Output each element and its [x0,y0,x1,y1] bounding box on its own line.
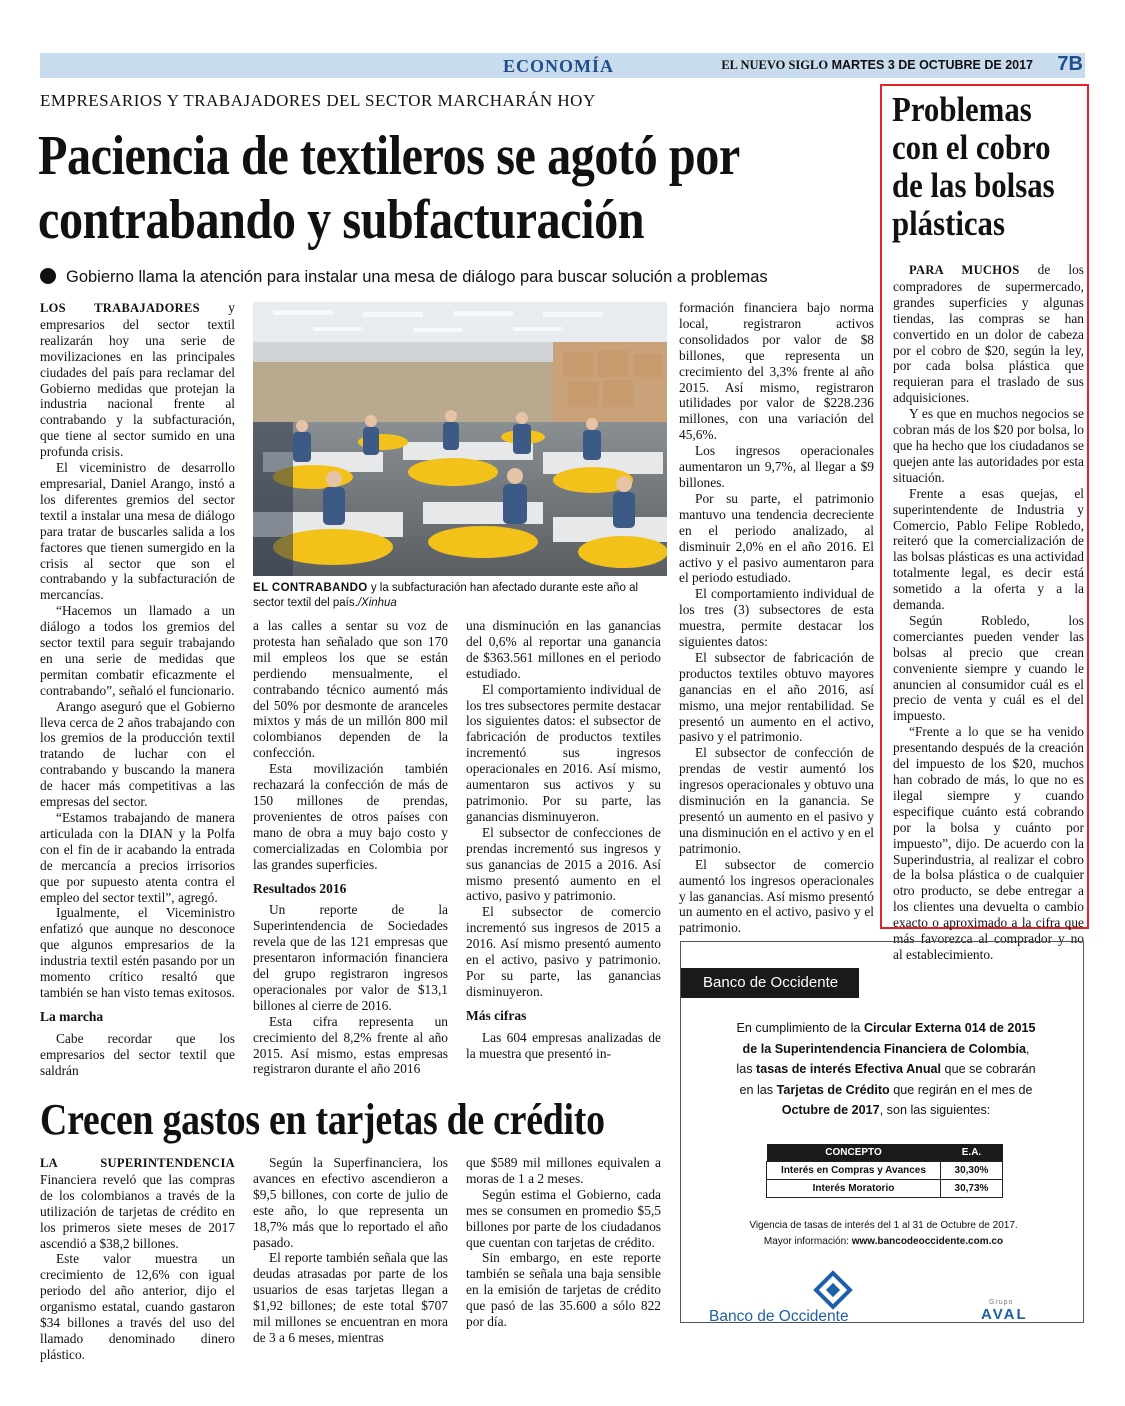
paragraph: Según la Superfinanciera, los avances en efectivo ascendieron a $9,5 billones, con corte de julio de este año, lo que representa un 18,7% más que lo reportado el año pasado. [253,1155,448,1250]
paragraph: LOS TRABAJADORES y empresarios del sector textil realizarán hoy una serie de movilizaciones en las principales ciudades del país para reclamar del Gobierno medidas que protejan la industria nacional frente al contrabando y la subfacturación, que tiene al sector sumido en una profunda crisis. [40,300,235,460]
article-subhead [40,268,768,287]
photo-caption: EL CONTRABANDO y la subfacturación han afectado durante este año al sector textil del país./Xinhua [253,582,639,609]
article-kicker: EMPRESARIOS Y TRABAJADORES DEL SECTOR MARCHARÁN HOY [40,91,596,110]
paragraph: Arango aseguró que el Gobierno lleva cerca de 2 años trabajando con los gremios de la producción textil tratando de luchar con el contrabando y buscando la manera de hacer más competitivas a las empresas del sector. [40,698,235,810]
paragraph: El comportamiento individual de los tres subsectores permite destacar los siguientes datos: el subsector de fabricación de productos textiles incrementó sus ingresos operacionales en 2016. Así mismo, aumentaron sus activos y su patrimonio. Por su parte, las ganancias disminuyeron. [466,681,661,824]
lead-in: PARA MUCHOS [909,263,1020,277]
paragraph: Sin embargo, en este reporte también se señala una baja sensible en la emisión de tarjetas de crédito que pasó de las 35.600 a sólo 822 por día. [466,1250,661,1330]
paragraph: LA SUPERINTENDENCIA Financiera reveló que las compras de los colombianos a través de la utilización de tarjetas de crédito en los primeros siete meses de 2017 ascendió a $38,2 billones. [40,1156,235,1251]
textile-workshop-image [253,302,667,576]
paragraph: que $589 mil millones equivalen a moras de 1 a 2 meses. [466,1155,661,1186]
ad-notice-text: En cumplimiento de la Circular Externa 014 de 2015 de la Superintendencia Financiera de Colombia, las tasas de interés Efectiva Anual que se cobrarán en las Tarjetas de Crédito que regirán en el mes de Octubre de 2017, son las siguientes: [736,1021,1036,1117]
paragraph: a las calles a sentar su voz de protesta han señalado que son 170 mil empleos los que se están perdiendo mensualmente, el contrabando técnico aumentó más del 50% por desmonte de aranceles mixtos y más de un millón 800 mil colombianos dependen de la confección. [253,618,448,761]
paragraph: Según Robledo, los comerciantes pueden vender las bolsas al precio que crean conveniente siempre y cuando le anuncien al consumidor cuál es el precio de venta y cuál es el del impuesto. [893,612,1084,724]
article-column-4 [679,300,874,936]
table-header-ea: E.A. [941,1144,1003,1162]
second-column-3 [466,1155,661,1330]
section-header-bar [40,53,1085,78]
page-number: 7B [1057,53,1083,75]
paragraph: Esta cifra representa un crecimiento del 8,2% frente al año 2015. Así mismo, estas empresas registraron durante el año 2016 [253,1013,448,1077]
paragraph: El subsector de comercio aumentó los ingresos operacionales y las ganancias. Así mismo presentó un aumento en el activo, pasivo y el patrimonio. [679,856,874,936]
paragraph: El subsector de comercio incrementó sus ingresos de 2015 a 2016. Así mismo presentó aumento en el activo, pasivo y patrimonio. Por su parte, las ganancias disminuyeron. [466,904,661,999]
subheading-la-marcha: La marcha [40,1008,104,1024]
paragraph: El comportamiento individual de los tres (3) subsectores de esta muestra, permite destacar los siguientes datos: [679,586,874,650]
paragraph: Esta movilización también rechazará la confección de más de 150 millones de prendas, provenientes de otros países con mano de obra a muy bajo costo y comercializadas en Colombia por las grandes superficies. [253,761,448,872]
paragraph: El subsector de confecciones de prendas incrementó sus ingresos y sus ganancias de 2015 a 2016. Así mismo presentó aumento en el activo, pasivo y patrimonio. [466,824,661,904]
paper-name: EL NUEVO SIGLO [721,58,829,72]
bullet-icon [40,268,56,284]
bank-logo-text: Banco de Occidente [709,1308,849,1325]
subheading-resultados: Resultados 2016 [253,880,347,896]
paragraph: Según estima el Gobierno, cada mes se consumen en promedio $5,5 billones por parte de los ciudadanos que cuentan con tarjetas de crédito. [466,1186,661,1250]
paragraph: Y es que en muchos negocios se cobran más de los $20 por bolsa, lo que ha hecho que los ciudadanos se quejen ante las autoridades por esta situación. [893,406,1084,485]
sidebar-body [893,262,1084,963]
second-column-1 [40,1155,235,1363]
factory-photo [253,302,667,576]
photo-credit: /Xinhua [357,597,397,609]
aval-logo-text: AVAL [981,1306,1028,1323]
paragraph: una disminución en las ganancias del 0,6% al reportar una ganancia de $363.561 millones en el periodo estudiado. [466,618,661,681]
paragraph: El subsector de confección de prendas de vestir aumentó los ingresos operacionales y obtuvo una disminución en la ganancia. Se presentó un aumento en el pasivo y una disminución en el activo y en el patrimonio. [679,745,874,856]
article-headline: Paciencia de textileros se agotó por contrabando y subfacturación [38,125,739,251]
article-column-2 [253,618,448,1077]
article-column-3 [466,618,661,1061]
paragraph: PARA MUCHOS de los compradores de supermercado, grandes superficies y algunas tiendas, las compras se han convertido en un dolor de cabeza por el cobro de $20, según la ley, por cada bolsa plástica que requieran para el traslado de sus adquisiciones. [893,262,1084,406]
paragraph: El subsector de fabricación de productos textiles obtuvo mayores ganancias en el año 2016, así mismo, una mejor rentabilidad. Se presentó un aumento en el activo, pasivo y el patrimonio. [679,649,874,745]
lead-in: LA SUPERINTENDENCIA [40,1156,235,1170]
paragraph: El reporte también señala que las deudas atrasadas por parte de los usuarios de esas tarjetas llegan a $1,92 billones; de este total $707 mil millones se encuentran en mora de 3 a 6 meses, mientras [253,1250,448,1345]
table-row: Interés en Compras y Avances 30,30% [767,1162,1003,1180]
paragraph: Por su parte, el patrimonio mantuvo una tendencia decreciente en el periodo analizado, al disminuir 2,0% en el año 2016. El activo y el pasivo aumentaron para el periodo estudiado. [679,490,874,586]
paragraph: Este valor muestra un crecimiento de 12,6% con igual periodo del año anterior, dijo el organismo estatal, cuando gastaron $34 billones a través del uso del llamado denominado dinero plástico. [40,1251,235,1362]
paragraph: Cabe recordar que los empresarios del sector textil que saldrán [40,1030,235,1078]
sidebar-title: Problemas con el cobro de las bolsas plásticas [892,90,1055,243]
subhead-text: Gobierno llama la atención para instalar una mesa de diálogo para buscar solución a problemas [66,268,768,286]
bank-advertisement [680,941,1084,1323]
caption-lead: EL CONTRABANDO [253,582,368,594]
ad-bank-tag: Banco de Occidente [681,968,859,998]
section-name: ECONOMÍA [503,56,614,76]
interest-rate-table [766,1144,1003,1198]
paragraph: formación financiera bajo norma local, registraron activos consolidados por valor de $8 billones, que representa un crecimiento del 3,3% frente al año 2015. Así mismo, registraron utilidades por valor de $228.236 millones, con una variación del 45,6%. [679,300,874,443]
second-headline: Crecen gastos en tarjetas de crédito [40,1095,605,1144]
paragraph: “Hacemos un llamado a un diálogo a todos los gremios del sector textil para seguir trabajando en una serie de medidas que permitan combatir eficazmente el contrabando”, señaló el funcionario. [40,603,235,698]
paragraph: Frente a esas quejas, el superintendente de Industria y Comercio, Pablo Felipe Robledo, reiteró que la comercialización de las bolsas plásticas es una actividad totalmente legal, es decir está sometido a la oferta y a la demanda. [893,485,1084,613]
issue-date: MARTES 3 DE OCTUBRE DE 2017 [831,58,1033,72]
paragraph: “Frente a lo que se ha venido presentando después de la creación del impuesto de los $20, muchos han cobrado de más, lo que no es ilegal siempre y cuando especifique cuánto está cobrando por la bolsa y cuánto por impuesto”, dijo. De acuerdo con la Superindustria, al realizar el cobro de la bolsa plástica o de cualquier otro producto, se debe entregar a los clientes una devuelta o cambio exacto o aproximado a la cifra que más favorezca al comprador y no al establecimiento. [893,724,1084,962]
ad-validity-text: Vigencia de tasas de interés del 1 al 31 de Octubre de 2017. Mayor información: www.bancodeoccidente.com.co [749,1220,1018,1247]
table-header-concepto: CONCEPTO [767,1144,941,1162]
paragraph: El viceministro de desarrollo empresarial, Daniel Arango, instó a los diferentes gremios del sector textil a instalar una mesa de diálogo para tratar de buscarles salida a los factores que tienen sumergido en la crisis al sector que son el contrabando y la subfacturación de mercancías. [40,460,235,603]
paragraph: Un reporte de la Superintendencia de Sociedades revela que de las 121 empresas que presentaron información financiera del grupo registraron ingresos operacionales por valor de $13,1 billones al cierre de 2016. [253,902,448,1013]
paragraph: “Estamos trabajando de manera articulada con la DIAN y la Polfa con el fin de ir acabando la entrada de mercancía a precios irrisorios que por supuesto atenta contra el empleo del sector textil”, agregó. [40,810,235,905]
lead-in: LOS TRABAJADORES [40,301,200,315]
subheading-mas-cifras: Más cifras [466,1007,527,1023]
bank-logo-icon [813,1270,853,1310]
article-column-1 [40,300,235,1079]
grupo-label: Grupo [989,1299,1014,1306]
paragraph: Las 604 empresas analizadas de la muestra que presentó in- [466,1029,661,1061]
table-row: Interés Moratorio 30,73% [767,1180,1003,1198]
second-column-2 [253,1155,448,1346]
paragraph: Igualmente, el Viceministro enfatizó que aunque no desconoce que algunos empresarios de la industria textil estén pasando por un momento crítico resaltó que también se han visto temas exitosos. [40,905,235,1000]
paper-dateline [721,58,1033,73]
bank-url-link[interactable]: www.bancodeoccidente.com.co [851,1236,1004,1247]
paragraph: Los ingresos operacionales aumentaron un 9,7%, al llegar a $9 billones. [679,443,874,490]
